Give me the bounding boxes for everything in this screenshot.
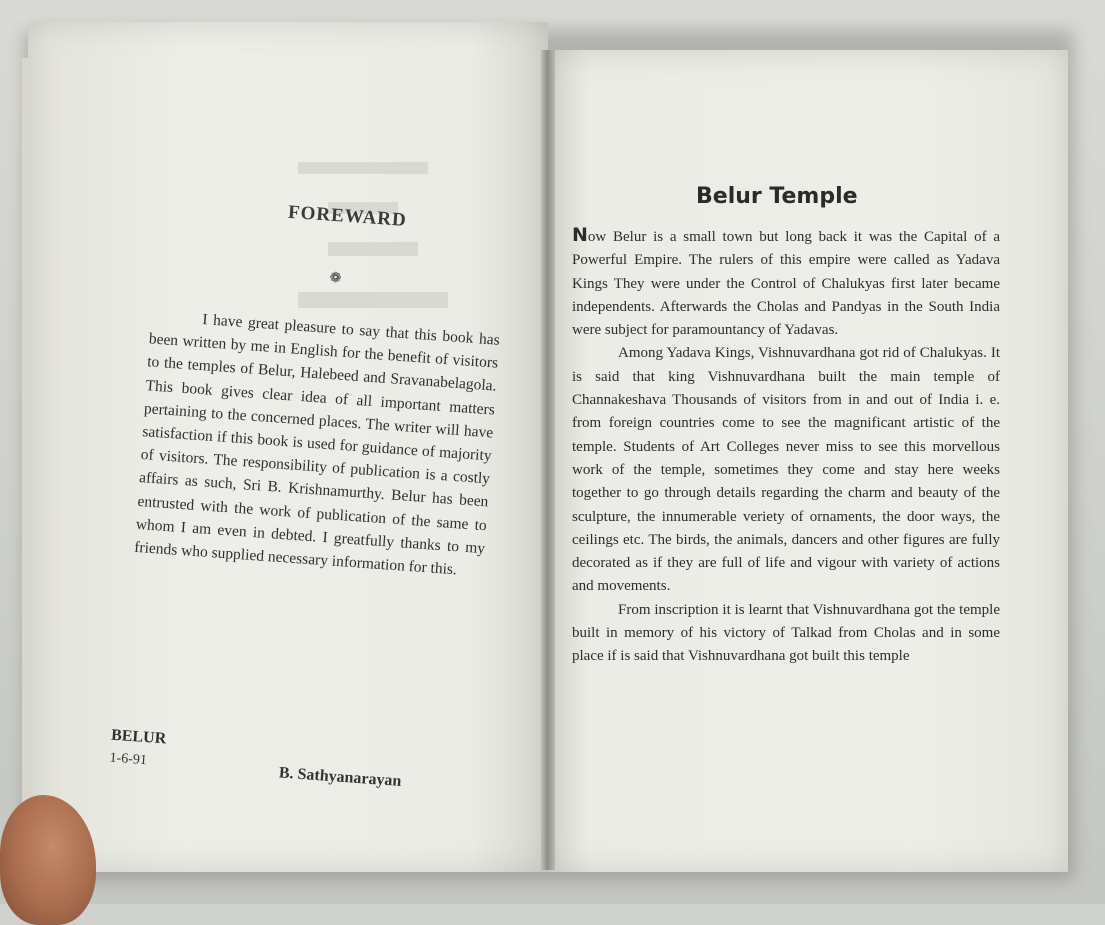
signature-place: BELUR <box>110 726 167 748</box>
paragraph-1-text: ow Belur is a small town but long back it was the Capital of a Powerful Empire. The rulers of this empire were called as Yadava Kings They were under the Control of Chalukyas first later became independents. Afterwards the Cholas and Pandyas in the South India were subject for paramountancy of Yadavas. <box>572 229 1000 339</box>
temple-paragraph-3: From inscription it is learnt that Vishnuvardhana got the temple built in memory of his victory of Talkad from Cholas and in some place if is said that Vishnuvardhana got built this temple <box>572 601 1000 665</box>
signature-author: B. Sathyanarayan <box>278 764 402 790</box>
belur-temple-heading: Belur Temple <box>696 184 858 209</box>
foreward-section <box>105 180 529 845</box>
temple-paragraph-2: Among Yadava Kings, Vishnuvardhana got rid of Chalukyas. It is said that king Vishnuvardhana built the main temple of Channakeshava Thousands of visitors from in and out of India i. e. from foreign countries come to see the magnificant artistic of the temple. Students of Art Colleges never miss to see this morvellous work of the temple, sometimes they come and stay here weeks together to go through details regarding the charm and beauty of the sculpture, the innumerable veriety of ornaments, the door ways, the ceilings etc. The birds, the animals, dancers and other figures are fully decorated as if they are full of life and vigour with variety of actions and movements. <box>572 345 1000 595</box>
drop-cap: N <box>572 224 588 246</box>
book-spine <box>541 50 555 870</box>
flower-ornament-icon: ❁ <box>329 270 342 287</box>
belur-temple-section <box>572 180 1002 820</box>
signature-date: 1-6-91 <box>109 750 148 769</box>
foreward-heading: FOREWARD <box>287 201 408 231</box>
foreward-paragraph: I have great pleasure to say that this book has been written by me in English for the benefit of visitors to the temples of Belur, Halebeed and Sravanabelagola. This book gives clear idea of all important matters pertaining to the concerned places. The writer will have satisfaction if this book is used for guidance of majority of visitors. The responsibility of publication is a costly affairs as such, Sri B. Krishnamurthy. Belur has been entrusted with the work of publication of the same to whom I am even in debted. I greatfully thanks to my friends who supplied necessary information for this. <box>133 311 501 579</box>
temple-paragraph-1 <box>572 224 1000 342</box>
temple-text <box>572 224 1000 669</box>
